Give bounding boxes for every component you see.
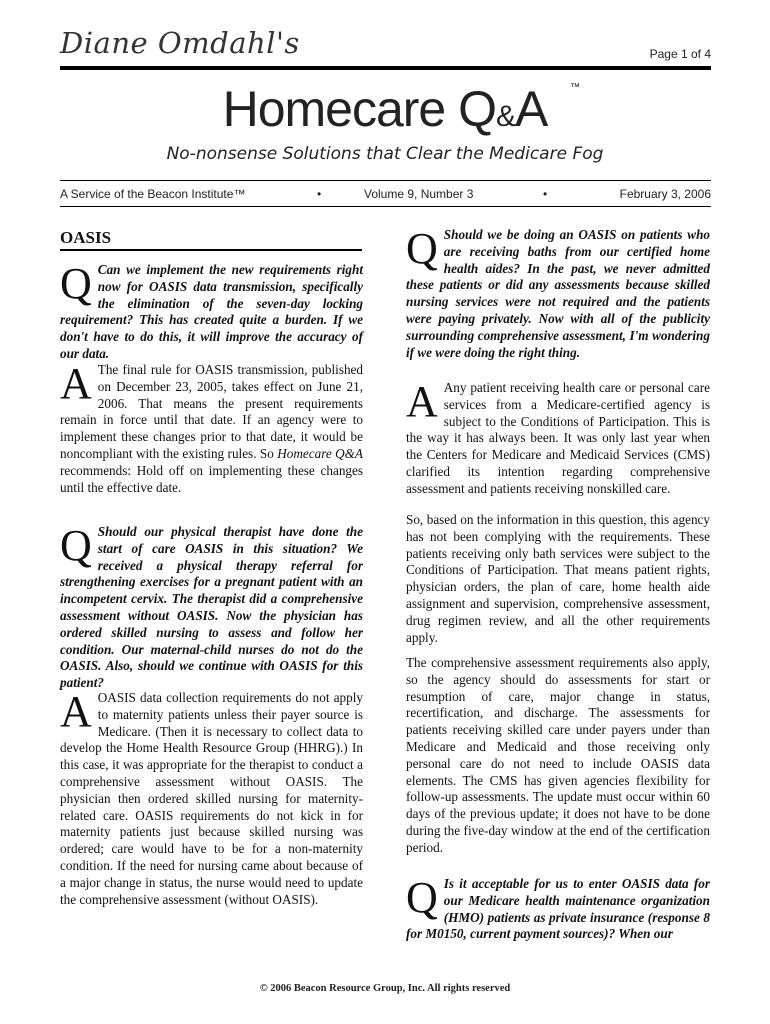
issue-date: February 3, 2006 [619,187,711,201]
section-rule [60,249,362,251]
a-dropcap: A [60,687,92,736]
info-bar [60,187,711,203]
q-dropcap: Q [60,259,92,308]
q-dropcap: Q [60,521,92,570]
question-1: Q Can we implement the new requirements right now for OASIS data transmission, specifically the elimination of the seven-day locking requirement? This has created quite a burden. If we don't have to do this, it will improve the accuracy of our data. [60,259,363,361]
bullet-separator: • [543,187,548,201]
tagline: No-nonsense Solutions that Clear the Medicare Fog [166,144,604,164]
brand-signature: Diane Omdahl's [60,26,300,60]
bullet-separator: • [317,187,322,201]
q-dropcap: Q [406,873,438,922]
answer-3: A Any patient receiving health care or personal care services from a Medicare-certified agency is subject to the Conditions of Participation. This is the way it has always been. It was only last year when the Centers for Medicare and Medicaid Services (CMS) clarified its intention regarding comprehensive assessment and patients receiving nonskilled care. [406,377,710,496]
infobar-bottom-rule [60,206,711,207]
trademark-symbol: ™ [570,82,580,93]
header-rule [60,66,711,70]
section-title: OASIS [60,228,112,247]
volume-text: Volume 9, Number 3 [364,187,474,201]
a-dropcap: A [60,359,92,408]
answer-1: A The final rule for OASIS transmission, published on December 23, 2005, takes effect on June 21, 2006. That means the present requirements remain in force until that date. If an agency were to implement these changes prior to that date, it would be noncompliant with the existing rules. So Homecare Q&A recommends: Hold off on implementing these changes until the effective date. [60,359,363,495]
a-dropcap: A [406,377,438,426]
answer-3-paragraph-2: So, based on the information in this question, this agency has not been complying with the requirements. These patients receiving only bath services were subject to the Conditions of Participation. That means patient rights, physician orders, the plan of care, home health aide assignment and supervision, comprehensive assessment, drug regimen review, and all the other requirements apply. [406,512,710,645]
q-dropcap: Q [406,224,438,273]
page-number: Page 1 of 4 [649,47,711,61]
service-text: A Service of the Beacon Institute™ [60,187,246,201]
infobar-top-rule [60,180,711,181]
question-4: Q Is it acceptable for us to enter OASIS data for our Medicare health maintenance organization (HMO) patients as private insurance (response 8 for M0150, current payment sources)? When our [406,873,710,942]
question-2: Q Should our physical therapist have done the start of care OASIS in this situation? We received a physical therapy referral for strengthening exercises for a pregnant patient with an incompetent cervix. The therapist did a comprehensive assessment without OASIS. Now the physician has ordered skilled nursing to assess and follow her condition. Our maternal-child nurses do not do the OASIS. Also, should we continue with OASIS for this patient? [60,521,363,691]
newsletter-title: Homecare Q&A [222,81,548,137]
answer-2: AOASIS data collection requirements do not apply to maternity patients unless their payer source is Medicare. (Then it is necessary to collect data to develop the Home Health Resource Group (HHRG).) In this case, it was appropriate for the therapist to conduct a comprehensive assessment without OASIS. The physician then ordered skilled nursing for maternity-related care. OASIS requirements do not kick in for maternity patients just because skilled nursing was ordered; care would have to be for a non-maternity condition. If the need for nursing came about because of a major change in status, the nurse would need to update the comprehensive assessment (without OASIS). [60,687,363,907]
question-3: Q Should we be doing an OASIS on patients who are receiving baths from our certified home health aides? In the past, we never admitted these patients or did any assessments because skilled nursing services were not required and the patients were paying privately. Now with all of the publicity surrounding comprehensive assessment, I'm wondering if we were doing the right thing. [406,224,710,360]
answer-3-paragraph-3: The comprehensive assessment requirements also apply, so the agency should do assessments for start or resumption of care, major change in status, recertification, and discharge. The assessments for patients receiving skilled care under payers under than Medicare and Medicaid and those receiving only personal care do not need to include OASIS data elements. The CMS has given agencies flexibility for follow-up assessments. The update must occur within 60 days of the previous update; it does not have to be done during the five-day window at the end of the certification period. [406,655,710,855]
copyright-footer: © 2006 Beacon Resource Group, Inc. All rights reserved [259,983,511,994]
